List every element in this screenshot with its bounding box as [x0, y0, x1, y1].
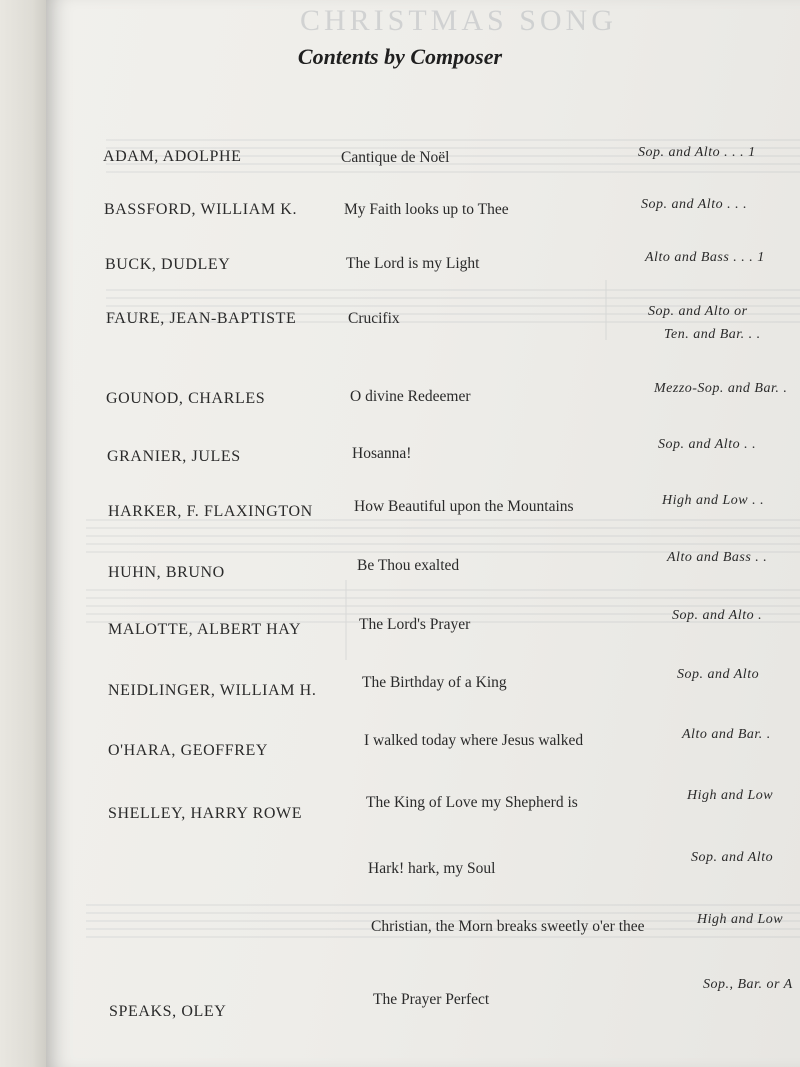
voice-parts-second-line: Ten. and Bar. . .	[664, 327, 761, 342]
song-title: I walked today where Jesus walked	[364, 732, 584, 749]
song-title: Hosanna!	[352, 445, 412, 462]
song-title: The Prayer Perfect	[373, 991, 490, 1008]
song-title: How Beautiful upon the Mountains	[354, 498, 574, 515]
composer-name: GOUNOD, CHARLES	[106, 390, 266, 407]
voice-parts: Sop. and Alto . . .	[641, 197, 748, 212]
show-through-title: CHRISTMAS SONG	[300, 4, 617, 37]
voice-parts: Sop. and Alto	[691, 850, 774, 865]
voice-parts: Sop. and Alto . .	[658, 437, 757, 452]
composer-name: BUCK, DUDLEY	[105, 256, 231, 273]
song-title: My Faith looks up to Thee	[344, 201, 509, 218]
composer-name: MALOTTE, ALBERT HAY	[108, 621, 302, 638]
voice-parts: Alto and Bar. .	[682, 727, 771, 742]
song-title: The King of Love my Shepherd is	[366, 794, 578, 811]
song-title: The Lord's Prayer	[359, 616, 471, 633]
composer-name: BASSFORD, WILLIAM K.	[104, 201, 298, 218]
composer-name: NEIDLINGER, WILLIAM H.	[108, 682, 317, 699]
composer-name: ADAM, ADOLPHE	[103, 148, 242, 165]
composer-name: SHELLEY, HARRY ROWE	[108, 805, 303, 822]
song-title: O divine Redeemer	[350, 388, 471, 405]
voice-parts: Mezzo-Sop. and Bar. .	[654, 381, 788, 396]
voice-parts: Alto and Bass . .	[667, 550, 768, 565]
voice-parts: Sop. and Alto or	[648, 304, 748, 319]
composer-name: GRANIER, JULES	[107, 448, 241, 465]
composer-name: HUHN, BRUNO	[108, 564, 225, 581]
composer-name: HARKER, F. FLAXINGTON	[108, 503, 313, 520]
song-title: Cantique de Noël	[341, 149, 450, 166]
song-title: Christian, the Morn breaks sweetly o'er thee	[371, 918, 645, 935]
voice-parts: Sop. and Alto . . . 1	[638, 145, 756, 160]
song-title: Be Thou exalted	[357, 557, 460, 574]
composer-name: FAURE, JEAN-BAPTISTE	[106, 310, 297, 327]
voice-parts: High and Low	[687, 788, 774, 803]
voice-parts: Sop. and Alto	[677, 667, 760, 682]
voice-parts: Alto and Bass . . . 1	[645, 250, 765, 265]
voice-parts: Sop. and Alto .	[672, 608, 763, 623]
song-title: The Lord is my Light	[346, 255, 480, 272]
song-title: The Birthday of a King	[362, 674, 507, 691]
composer-name: O'HARA, GEOFFREY	[108, 742, 269, 759]
voice-parts: High and Low	[697, 912, 784, 927]
song-title: Crucifix	[348, 310, 400, 327]
song-title: Hark! hark, my Soul	[368, 860, 496, 877]
voice-parts: High and Low . .	[662, 493, 765, 508]
composer-name: SPEAKS, OLEY	[109, 1003, 227, 1020]
left-page-margin	[0, 0, 46, 1067]
voice-parts: Sop., Bar. or A	[703, 977, 793, 992]
page-heading: Contents by Composer	[297, 44, 503, 69]
